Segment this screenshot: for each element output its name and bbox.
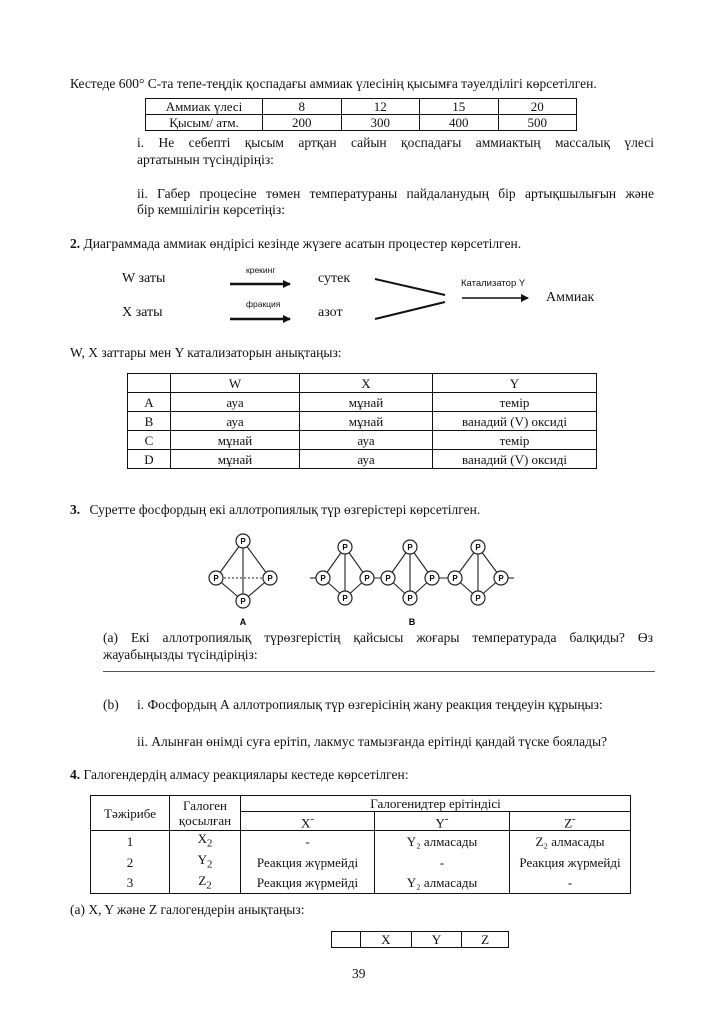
table-cell: $Y_2$ xyxy=(170,852,241,873)
figure-label-b: B xyxy=(408,617,416,627)
table-row xyxy=(91,831,631,852)
svg-text:P: P xyxy=(364,574,370,583)
table-row xyxy=(91,873,631,894)
table-cell: темір xyxy=(433,431,597,450)
allotrope-b-structure xyxy=(310,547,514,598)
phosphorus-atom xyxy=(471,540,485,554)
phosphorus-atom xyxy=(471,591,485,605)
phosphorus-atom xyxy=(425,571,439,585)
phosphorus-atom xyxy=(494,571,508,585)
catalyst-label: Катализатор Y xyxy=(461,278,526,289)
header-y-ion: Y- xyxy=(375,812,510,831)
table-cell: 12 xyxy=(341,99,420,115)
table-cell: 500 xyxy=(498,115,577,131)
header-halogen-added-line1: Галоген xyxy=(183,798,227,814)
phosphorus-atom xyxy=(338,591,352,605)
q4-text: Галогендердің алмасу реакциялары кестеде көрсетілген: xyxy=(83,767,409,782)
table-row xyxy=(332,932,509,948)
phosphorus-atom xyxy=(403,540,417,554)
table-cell: Y₂ алмасады xyxy=(375,831,510,852)
q4-number: 4. xyxy=(70,767,81,782)
q2-number: 2. xyxy=(70,236,81,251)
q4-prompt: (а) X, Y және Z галогендерін анықтаңыз: xyxy=(70,902,305,917)
svg-text:P: P xyxy=(475,543,481,552)
fraction-label: фракция xyxy=(246,299,281,309)
q3-a-line1: (a) Екі аллотропиялық түрөзгерістің қайсысы жоғары температурада балқиды? Өз xyxy=(103,630,653,645)
svg-text:P: P xyxy=(320,574,326,583)
q4-heading xyxy=(70,767,408,783)
allotrope-a-structure xyxy=(216,541,270,601)
phosphorus-atom xyxy=(236,594,250,608)
table-cell: ауа xyxy=(300,431,433,450)
substance-x-label: X заты xyxy=(122,305,163,320)
header-experiment: Тәжірибе xyxy=(91,796,170,831)
svg-text:P: P xyxy=(452,574,458,583)
table-header: X xyxy=(300,374,433,393)
phosphorus-atoms xyxy=(209,534,508,608)
substance-w-label: W заты xyxy=(122,271,166,286)
phosphorus-atom xyxy=(263,571,277,585)
table-cell: Реакция жүрмейді xyxy=(241,852,375,873)
answer-cell-y: Y xyxy=(411,932,462,948)
table-cell: 15 xyxy=(420,99,499,115)
header-y-symbol: Y xyxy=(435,815,445,831)
svg-text:P: P xyxy=(475,594,481,603)
table-header: Y xyxy=(433,374,597,393)
table-cell: Қысым/ атм. xyxy=(146,115,263,131)
cracking-label: крекинг xyxy=(246,265,276,275)
svg-text:P: P xyxy=(407,594,413,603)
svg-text:P: P xyxy=(342,594,348,603)
nitrogen-label: азот xyxy=(318,305,343,320)
phosphorus-atom xyxy=(403,591,417,605)
q1-ii-line1: іі. Габер процесіне төмен температураны пайдаланудың бір артықшылығын және xyxy=(137,186,654,201)
figure-label-a: A xyxy=(239,617,247,627)
phosphorus-atom xyxy=(360,571,374,585)
svg-text:P: P xyxy=(240,597,246,606)
q2-text: Диаграммада аммиак өндірісі кезінде жүзеге асатын процестер көрсетілген. xyxy=(83,236,522,251)
table-cell: D xyxy=(128,450,171,469)
header-halide-solutions: Галогенидтер ерітіндісі xyxy=(241,796,631,812)
phosphorus-atom xyxy=(338,540,352,554)
q1-i-line2: артатынын түсіндіріңіз: xyxy=(137,152,274,167)
ammonia-label: Аммиак xyxy=(546,290,595,305)
table-header: W xyxy=(171,374,300,393)
table-cell: мұнай xyxy=(300,393,433,412)
svg-text:P: P xyxy=(213,574,219,583)
table-cell: $X_2$ xyxy=(170,831,241,852)
page-number: 39 xyxy=(352,966,366,981)
answer-table xyxy=(331,931,509,948)
table-cell: A xyxy=(128,393,171,412)
q1-ii-line2: бір кемшілігін көрсетіңіз: xyxy=(137,202,285,217)
header-halogen-added xyxy=(170,796,241,831)
table-row xyxy=(91,796,631,812)
table-row xyxy=(91,852,631,873)
table-cell: Реакция жүрмейді xyxy=(510,852,631,873)
table-cell: 200 xyxy=(263,115,342,131)
halogen-symbol: X xyxy=(197,831,207,847)
q2-prompt: W, X заттары мен Y катализаторын анықтаңыз: xyxy=(70,345,342,360)
phosphorus-atom xyxy=(448,571,462,585)
table-cell: темір xyxy=(433,393,597,412)
header-z-symbol: Z xyxy=(564,815,573,831)
halogen-symbol: Z xyxy=(198,872,207,888)
header-x-symbol: X xyxy=(301,815,311,831)
table-cell: Аммиак үлесі xyxy=(146,99,263,115)
intro-text: Кестеде 600° С-та тепе-теңдік қоспадағы аммиак үлесінің қысымға тәуелділігі көрсетілген. xyxy=(70,76,597,91)
hydrogen-label: сутек xyxy=(318,271,351,286)
table-cell: 400 xyxy=(420,115,499,131)
table-cell: ауа xyxy=(171,393,300,412)
svg-text:P: P xyxy=(498,574,504,583)
table-cell: ауа xyxy=(171,412,300,431)
svg-text:P: P xyxy=(407,543,413,552)
table-cell: Y₂ алмасады xyxy=(375,873,510,894)
table-cell: C xyxy=(128,431,171,450)
answer-cell-x: X xyxy=(361,932,412,948)
q3-b-label: (b) xyxy=(103,697,119,712)
answer-cell-blank xyxy=(332,932,361,948)
table-cell: 20 xyxy=(498,99,577,115)
table-cell: 2 xyxy=(91,852,170,873)
header-halogen-added-line2: қосылған xyxy=(178,813,232,829)
halogen-symbol: Y xyxy=(197,851,207,867)
table-cell: $Z_2$ xyxy=(170,873,241,894)
answer-cell-z: Z xyxy=(462,932,509,948)
answer-line xyxy=(103,671,655,672)
phosphorus-atom xyxy=(236,534,250,548)
q1-i-line1: і. Не себепті қысым артқан сайын қоспадағы аммиактың массалық үлесі xyxy=(137,135,654,150)
table-cell: ванадий (V) оксиді xyxy=(433,412,597,431)
table-cell: - xyxy=(241,831,375,852)
table-cell: 8 xyxy=(263,99,342,115)
header-z-ion: Z- xyxy=(510,812,631,831)
q3-a-line2: жауабыңызды түсіндіріңіз: xyxy=(103,647,258,662)
table-cell: Z₂ алмасады xyxy=(510,831,631,852)
svg-text:P: P xyxy=(342,543,348,552)
phosphorus-atom xyxy=(316,571,330,585)
table-cell: ауа xyxy=(300,450,433,469)
table-cell: - xyxy=(510,873,631,894)
table-cell: B xyxy=(128,412,171,431)
q3-b-ii: іі. Алынған өнімді суға ерітіп, лакмус тамызғанда ерітінді қандай түске боялады? xyxy=(137,734,608,749)
header-x-ion: X- xyxy=(241,812,375,831)
table-cell: Реакция жүрмейді xyxy=(241,873,375,894)
phosphorus-atom xyxy=(381,571,395,585)
q3-b-i: і. Фосфордың А аллотропиялық түр өзгерісінің жану реакция теңдеуін құрыңыз: xyxy=(137,697,603,712)
table-cell: ванадий (V) оксиді xyxy=(433,450,597,469)
svg-text:P: P xyxy=(267,574,273,583)
svg-text:P: P xyxy=(385,574,391,583)
q3-number: 3. xyxy=(70,502,81,517)
svg-text:P: P xyxy=(429,574,435,583)
table-cell: 300 xyxy=(341,115,420,131)
q3-text: Суретте фосфордың екі аллотропиялық түр өзгерістері көрсетілген. xyxy=(89,502,481,517)
table-cell: мұнай xyxy=(300,412,433,431)
halogen-exchange-table xyxy=(90,795,631,894)
table-cell: мұнай xyxy=(171,450,300,469)
table-cell: 3 xyxy=(91,873,170,894)
table-cell: мұнай xyxy=(171,431,300,450)
svg-text:P: P xyxy=(240,537,246,546)
phosphorus-atom xyxy=(209,571,223,585)
table-cell: - xyxy=(375,852,510,873)
table-cell: 1 xyxy=(91,831,170,852)
